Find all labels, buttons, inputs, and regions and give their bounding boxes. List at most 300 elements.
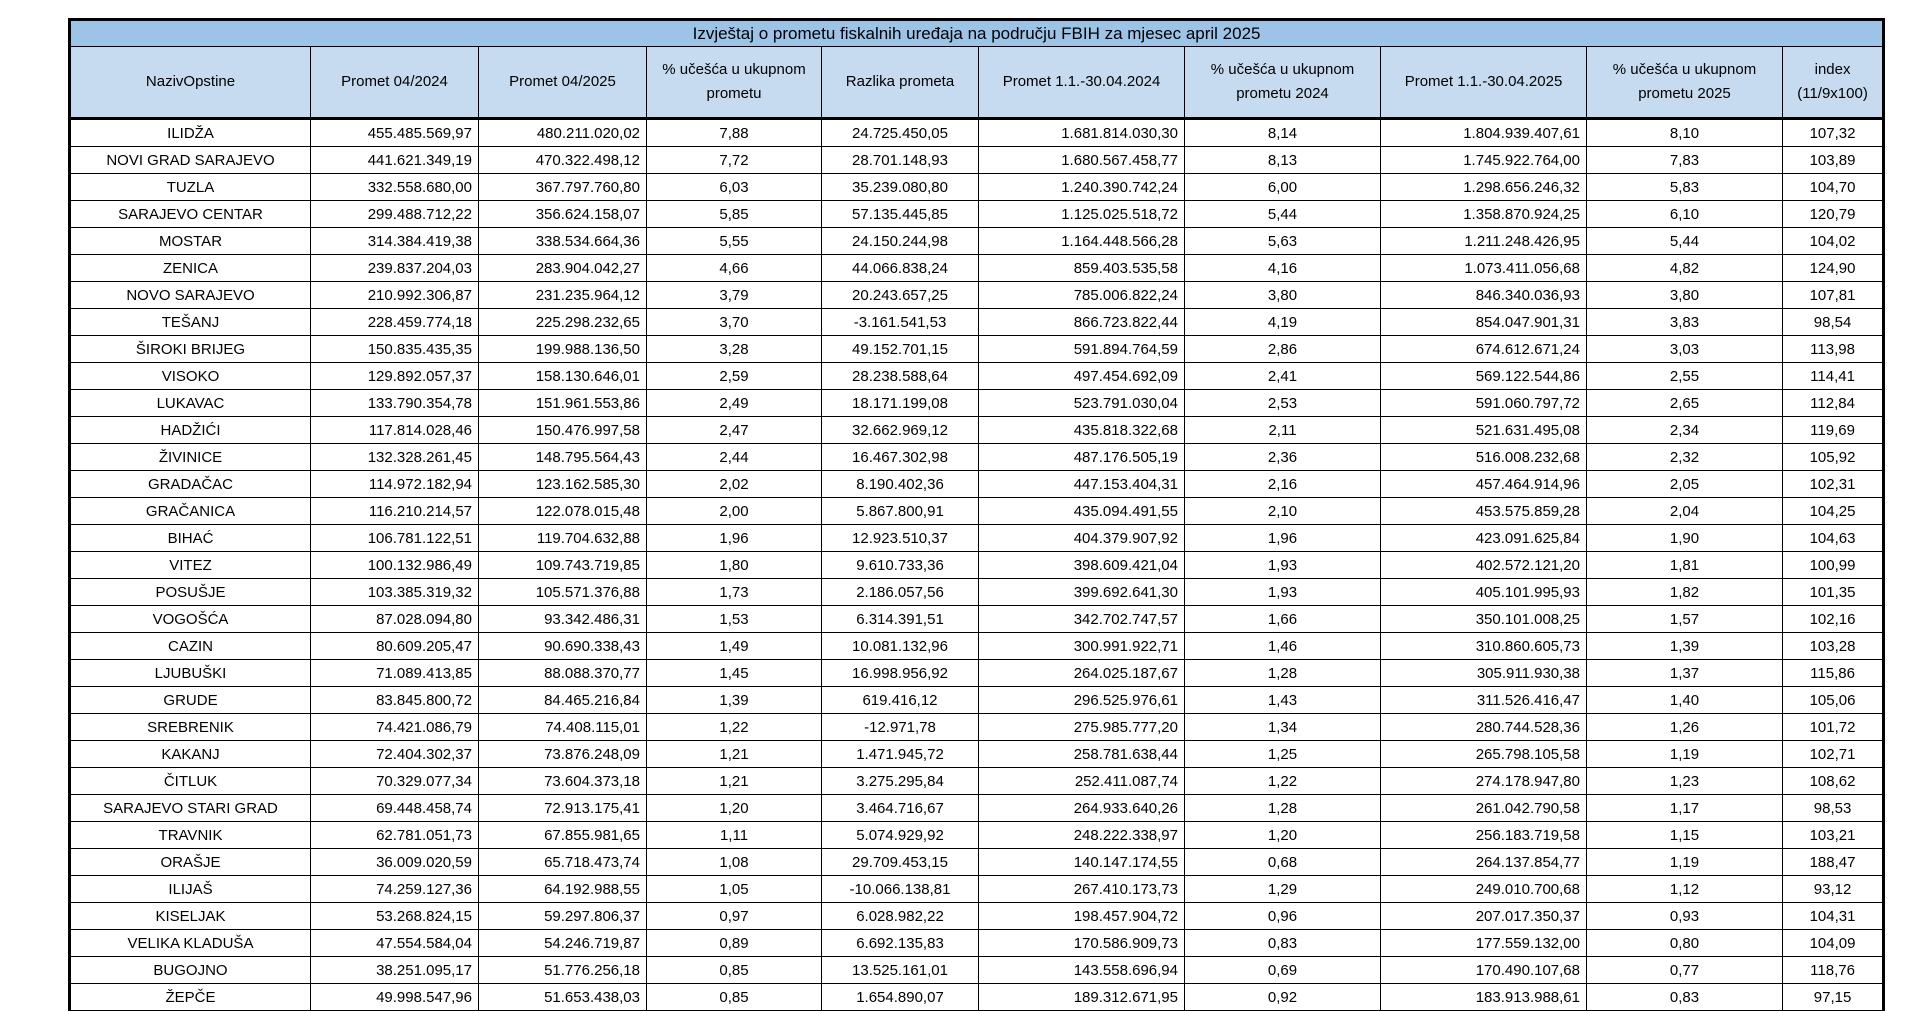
table-cell[interactable]: 101,72	[1783, 714, 1884, 741]
table-cell[interactable]: 261.042.790,58	[1381, 795, 1587, 822]
table-cell[interactable]: 264.933.640,26	[979, 795, 1185, 822]
table-cell[interactable]: 3.464.716,67	[822, 795, 979, 822]
table-cell[interactable]: 4,16	[1185, 255, 1381, 282]
table-cell[interactable]: 569.122.544,86	[1381, 363, 1587, 390]
table-cell[interactable]: 120,79	[1783, 201, 1884, 228]
municipality-cell[interactable]: ČITLUK	[70, 768, 311, 795]
table-cell[interactable]: 117.814.028,46	[311, 417, 479, 444]
table-cell[interactable]: 1,66	[1185, 606, 1381, 633]
table-cell[interactable]: 2,02	[647, 471, 822, 498]
table-cell[interactable]: 101,35	[1783, 579, 1884, 606]
table-cell[interactable]: 280.744.528,36	[1381, 714, 1587, 741]
column-header[interactable]: index (11/9x100)	[1783, 47, 1884, 119]
table-cell[interactable]: 8,14	[1185, 119, 1381, 147]
table-cell[interactable]: 2,59	[647, 363, 822, 390]
table-cell[interactable]: 103,28	[1783, 633, 1884, 660]
column-header[interactable]: % učešća u ukupnom prometu 2024	[1185, 47, 1381, 119]
table-cell[interactable]: 2,44	[647, 444, 822, 471]
table-cell[interactable]: 97,15	[1783, 984, 1884, 1011]
table-cell[interactable]: 267.410.173,73	[979, 876, 1185, 903]
column-header[interactable]: Promet 1.1.-30.04.2025	[1381, 47, 1587, 119]
table-cell[interactable]: 1,08	[647, 849, 822, 876]
table-cell[interactable]: 591.894.764,59	[979, 336, 1185, 363]
table-cell[interactable]: 1,39	[1587, 633, 1783, 660]
table-cell[interactable]: 84.465.216,84	[479, 687, 647, 714]
table-cell[interactable]: 1,82	[1587, 579, 1783, 606]
table-cell[interactable]: 1,46	[1185, 633, 1381, 660]
table-cell[interactable]: 1.471.945,72	[822, 741, 979, 768]
table-cell[interactable]: 435.818.322,68	[979, 417, 1185, 444]
table-cell[interactable]: 88.088.370,77	[479, 660, 647, 687]
table-cell[interactable]: 1,43	[1185, 687, 1381, 714]
table-cell[interactable]: 300.991.922,71	[979, 633, 1185, 660]
table-cell[interactable]: 3,70	[647, 309, 822, 336]
table-cell[interactable]: 122.078.015,48	[479, 498, 647, 525]
table-cell[interactable]: 107,32	[1783, 119, 1884, 147]
table-cell[interactable]: 24.725.450,05	[822, 119, 979, 147]
table-cell[interactable]: 470.322.498,12	[479, 147, 647, 174]
table-cell[interactable]: 13.525.161,01	[822, 957, 979, 984]
table-cell[interactable]: 5.074.929,92	[822, 822, 979, 849]
table-cell[interactable]: 2,55	[1587, 363, 1783, 390]
table-cell[interactable]: 1,05	[647, 876, 822, 903]
table-cell[interactable]: 1,80	[647, 552, 822, 579]
table-cell[interactable]: 109.743.719,85	[479, 552, 647, 579]
table-cell[interactable]: 140.147.174,55	[979, 849, 1185, 876]
municipality-cell[interactable]: ORAŠJE	[70, 849, 311, 876]
table-cell[interactable]: 523.791.030,04	[979, 390, 1185, 417]
municipality-cell[interactable]: SARAJEVO CENTAR	[70, 201, 311, 228]
table-cell[interactable]: 1.681.814.030,30	[979, 119, 1185, 147]
table-cell[interactable]: 305.911.930,38	[1381, 660, 1587, 687]
table-cell[interactable]: 1.745.922.764,00	[1381, 147, 1587, 174]
table-cell[interactable]: 104,70	[1783, 174, 1884, 201]
table-cell[interactable]: 2,00	[647, 498, 822, 525]
table-cell[interactable]: 118,76	[1783, 957, 1884, 984]
table-cell[interactable]: 104,31	[1783, 903, 1884, 930]
table-cell[interactable]: 367.797.760,80	[479, 174, 647, 201]
table-cell[interactable]: 6,10	[1587, 201, 1783, 228]
table-cell[interactable]: 2,16	[1185, 471, 1381, 498]
table-cell[interactable]: 7,83	[1587, 147, 1783, 174]
table-cell[interactable]: 1,21	[647, 768, 822, 795]
table-cell[interactable]: 189.312.671,95	[979, 984, 1185, 1011]
table-cell[interactable]: 3,28	[647, 336, 822, 363]
table-cell[interactable]: 1,21	[647, 741, 822, 768]
table-cell[interactable]: 143.558.696,94	[979, 957, 1185, 984]
table-cell[interactable]: 93.342.486,31	[479, 606, 647, 633]
table-cell[interactable]: 1,20	[647, 795, 822, 822]
table-cell[interactable]: 674.612.671,24	[1381, 336, 1587, 363]
table-cell[interactable]: 1,37	[1587, 660, 1783, 687]
table-cell[interactable]: 35.239.080,80	[822, 174, 979, 201]
table-cell[interactable]: 0,77	[1587, 957, 1783, 984]
table-cell[interactable]: 90.690.338,43	[479, 633, 647, 660]
table-cell[interactable]: 310.860.605,73	[1381, 633, 1587, 660]
table-cell[interactable]: 83.845.800,72	[311, 687, 479, 714]
table-cell[interactable]: 100.132.986,49	[311, 552, 479, 579]
table-cell[interactable]: 225.298.232,65	[479, 309, 647, 336]
table-cell[interactable]: 98,53	[1783, 795, 1884, 822]
table-cell[interactable]: 93,12	[1783, 876, 1884, 903]
table-cell[interactable]: 0,89	[647, 930, 822, 957]
table-cell[interactable]: 5.867.800,91	[822, 498, 979, 525]
table-cell[interactable]: 256.183.719,58	[1381, 822, 1587, 849]
table-cell[interactable]: 6,03	[647, 174, 822, 201]
table-cell[interactable]: 4,82	[1587, 255, 1783, 282]
table-cell[interactable]: 150.476.997,58	[479, 417, 647, 444]
table-cell[interactable]: 398.609.421,04	[979, 552, 1185, 579]
municipality-cell[interactable]: VISOKO	[70, 363, 311, 390]
table-cell[interactable]: 108,62	[1783, 768, 1884, 795]
table-cell[interactable]: 106.781.122,51	[311, 525, 479, 552]
table-cell[interactable]: 71.089.413,85	[311, 660, 479, 687]
table-cell[interactable]: 1.680.567.458,77	[979, 147, 1185, 174]
table-cell[interactable]: 1,73	[647, 579, 822, 606]
table-cell[interactable]: 252.411.087,74	[979, 768, 1185, 795]
table-cell[interactable]: 177.559.132,00	[1381, 930, 1587, 957]
table-cell[interactable]: 49.152.701,15	[822, 336, 979, 363]
municipality-cell[interactable]: BUGOJNO	[70, 957, 311, 984]
table-cell[interactable]: 1,11	[647, 822, 822, 849]
table-cell[interactable]: 51.776.256,18	[479, 957, 647, 984]
column-header[interactable]: Razlika prometa	[822, 47, 979, 119]
table-cell[interactable]: 7,72	[647, 147, 822, 174]
table-cell[interactable]: 785.006.822,24	[979, 282, 1185, 309]
table-cell[interactable]: 3.275.295,84	[822, 768, 979, 795]
table-cell[interactable]: 38.251.095,17	[311, 957, 479, 984]
table-cell[interactable]: -10.066.138,81	[822, 876, 979, 903]
table-cell[interactable]: 150.835.435,35	[311, 336, 479, 363]
column-header[interactable]: Promet 1.1.-30.04.2024	[979, 47, 1185, 119]
table-cell[interactable]: 5,44	[1185, 201, 1381, 228]
table-cell[interactable]: 73.876.248,09	[479, 741, 647, 768]
table-cell[interactable]: 183.913.988,61	[1381, 984, 1587, 1011]
table-cell[interactable]: 405.101.995,93	[1381, 579, 1587, 606]
table-cell[interactable]: 1,15	[1587, 822, 1783, 849]
table-cell[interactable]: 102,16	[1783, 606, 1884, 633]
table-cell[interactable]: 2,05	[1587, 471, 1783, 498]
table-cell[interactable]: 350.101.008,25	[1381, 606, 1587, 633]
table-cell[interactable]: 103,89	[1783, 147, 1884, 174]
table-cell[interactable]: 1.298.656.246,32	[1381, 174, 1587, 201]
table-cell[interactable]: 441.621.349,19	[311, 147, 479, 174]
municipality-cell[interactable]: HADŽIĆI	[70, 417, 311, 444]
table-cell[interactable]: 8,13	[1185, 147, 1381, 174]
table-cell[interactable]: 275.985.777,20	[979, 714, 1185, 741]
table-cell[interactable]: 342.702.747,57	[979, 606, 1185, 633]
table-cell[interactable]: 2,49	[647, 390, 822, 417]
table-cell[interactable]: 207.017.350,37	[1381, 903, 1587, 930]
table-cell[interactable]: 283.904.042,27	[479, 255, 647, 282]
table-cell[interactable]: 9.610.733,36	[822, 552, 979, 579]
municipality-cell[interactable]: BIHAĆ	[70, 525, 311, 552]
table-cell[interactable]: 1,96	[647, 525, 822, 552]
table-cell[interactable]: 28.238.588,64	[822, 363, 979, 390]
table-cell[interactable]: 1.125.025.518,72	[979, 201, 1185, 228]
table-cell[interactable]: 248.222.338,97	[979, 822, 1185, 849]
table-cell[interactable]: 497.454.692,09	[979, 363, 1185, 390]
table-cell[interactable]: 423.091.625,84	[1381, 525, 1587, 552]
municipality-cell[interactable]: ŽIVINICE	[70, 444, 311, 471]
table-cell[interactable]: 399.692.641,30	[979, 579, 1185, 606]
table-cell[interactable]: 170.490.107,68	[1381, 957, 1587, 984]
table-cell[interactable]: 859.403.535,58	[979, 255, 1185, 282]
municipality-cell[interactable]: ILIJAŠ	[70, 876, 311, 903]
table-cell[interactable]: 5,44	[1587, 228, 1783, 255]
table-cell[interactable]: 1.654.890,07	[822, 984, 979, 1011]
table-cell[interactable]: 116.210.214,57	[311, 498, 479, 525]
column-header[interactable]: % učešća u ukupnom prometu	[647, 47, 822, 119]
table-cell[interactable]: 7,88	[647, 119, 822, 147]
table-cell[interactable]: 57.135.445,85	[822, 201, 979, 228]
table-cell[interactable]: 1,26	[1587, 714, 1783, 741]
table-cell[interactable]: 74.421.086,79	[311, 714, 479, 741]
table-cell[interactable]: 20.243.657,25	[822, 282, 979, 309]
table-cell[interactable]: 0,80	[1587, 930, 1783, 957]
table-cell[interactable]: 102,71	[1783, 741, 1884, 768]
table-cell[interactable]: 133.790.354,78	[311, 390, 479, 417]
table-cell[interactable]: 0,93	[1587, 903, 1783, 930]
table-cell[interactable]: 129.892.057,37	[311, 363, 479, 390]
table-cell[interactable]: 447.153.404,31	[979, 471, 1185, 498]
table-cell[interactable]: 5,55	[647, 228, 822, 255]
table-cell[interactable]: 2,10	[1185, 498, 1381, 525]
column-header[interactable]: % učešća u ukupnom prometu 2025	[1587, 47, 1783, 119]
table-cell[interactable]: 846.340.036,93	[1381, 282, 1587, 309]
table-cell[interactable]: 98,54	[1783, 309, 1884, 336]
municipality-cell[interactable]: SARAJEVO STARI GRAD	[70, 795, 311, 822]
table-cell[interactable]: 1,45	[647, 660, 822, 687]
municipality-cell[interactable]: TRAVNIK	[70, 822, 311, 849]
table-cell[interactable]: 265.798.105,58	[1381, 741, 1587, 768]
table-cell[interactable]: 5,63	[1185, 228, 1381, 255]
table-cell[interactable]: 47.554.584,04	[311, 930, 479, 957]
table-cell[interactable]: 1,17	[1587, 795, 1783, 822]
table-cell[interactable]: 3,80	[1587, 282, 1783, 309]
table-cell[interactable]: 854.047.901,31	[1381, 309, 1587, 336]
table-cell[interactable]: 2,11	[1185, 417, 1381, 444]
table-cell[interactable]: 74.259.127,36	[311, 876, 479, 903]
table-cell[interactable]: 231.235.964,12	[479, 282, 647, 309]
table-cell[interactable]: 3,03	[1587, 336, 1783, 363]
table-cell[interactable]: 158.130.646,01	[479, 363, 647, 390]
table-cell[interactable]: 124,90	[1783, 255, 1884, 282]
table-cell[interactable]: 2,36	[1185, 444, 1381, 471]
table-cell[interactable]: 3,80	[1185, 282, 1381, 309]
table-cell[interactable]: 104,02	[1783, 228, 1884, 255]
column-header[interactable]: Promet 04/2024	[311, 47, 479, 119]
table-cell[interactable]: 404.379.907,92	[979, 525, 1185, 552]
table-cell[interactable]: 1.240.390.742,24	[979, 174, 1185, 201]
municipality-cell[interactable]: CAZIN	[70, 633, 311, 660]
table-cell[interactable]: 87.028.094,80	[311, 606, 479, 633]
table-cell[interactable]: 170.586.909,73	[979, 930, 1185, 957]
table-cell[interactable]: 12.923.510,37	[822, 525, 979, 552]
table-cell[interactable]: 69.448.458,74	[311, 795, 479, 822]
table-cell[interactable]: 115,86	[1783, 660, 1884, 687]
municipality-cell[interactable]: GRADAČAC	[70, 471, 311, 498]
column-header[interactable]: Promet 04/2025	[479, 47, 647, 119]
table-cell[interactable]: 258.781.638,44	[979, 741, 1185, 768]
table-cell[interactable]: 402.572.121,20	[1381, 552, 1587, 579]
table-cell[interactable]: 114,41	[1783, 363, 1884, 390]
municipality-cell[interactable]: GRUDE	[70, 687, 311, 714]
table-cell[interactable]: 210.992.306,87	[311, 282, 479, 309]
table-cell[interactable]: 105,06	[1783, 687, 1884, 714]
table-cell[interactable]: 2,41	[1185, 363, 1381, 390]
table-cell[interactable]: 65.718.473,74	[479, 849, 647, 876]
table-cell[interactable]: 18.171.199,08	[822, 390, 979, 417]
table-cell[interactable]: 274.178.947,80	[1381, 768, 1587, 795]
table-cell[interactable]: 0,92	[1185, 984, 1381, 1011]
table-cell[interactable]: 44.066.838,24	[822, 255, 979, 282]
table-cell[interactable]: 311.526.416,47	[1381, 687, 1587, 714]
table-cell[interactable]: 1,19	[1587, 741, 1783, 768]
table-cell[interactable]: 2,86	[1185, 336, 1381, 363]
table-cell[interactable]: 102,31	[1783, 471, 1884, 498]
table-cell[interactable]: 64.192.988,55	[479, 876, 647, 903]
table-cell[interactable]: 103,21	[1783, 822, 1884, 849]
table-cell[interactable]: 1,93	[1185, 552, 1381, 579]
table-cell[interactable]: 332.558.680,00	[311, 174, 479, 201]
table-cell[interactable]: 1,20	[1185, 822, 1381, 849]
table-cell[interactable]: 72.913.175,41	[479, 795, 647, 822]
table-cell[interactable]: 249.010.700,68	[1381, 876, 1587, 903]
table-cell[interactable]: 1.073.411.056,68	[1381, 255, 1587, 282]
table-cell[interactable]: 0,96	[1185, 903, 1381, 930]
table-cell[interactable]: 1,22	[1185, 768, 1381, 795]
table-cell[interactable]: 2,32	[1587, 444, 1783, 471]
table-cell[interactable]: 72.404.302,37	[311, 741, 479, 768]
municipality-cell[interactable]: KISELJAK	[70, 903, 311, 930]
table-cell[interactable]: 1,29	[1185, 876, 1381, 903]
table-cell[interactable]: 239.837.204,03	[311, 255, 479, 282]
column-header[interactable]: NazivOpstine	[70, 47, 311, 119]
table-cell[interactable]: 338.534.664,36	[479, 228, 647, 255]
table-cell[interactable]: 1.804.939.407,61	[1381, 119, 1587, 147]
table-cell[interactable]: 1,57	[1587, 606, 1783, 633]
table-cell[interactable]: -12.971,78	[822, 714, 979, 741]
municipality-cell[interactable]: ŠIROKI BRIJEG	[70, 336, 311, 363]
table-cell[interactable]: 1,96	[1185, 525, 1381, 552]
table-cell[interactable]: 148.795.564,43	[479, 444, 647, 471]
table-cell[interactable]: 1,22	[647, 714, 822, 741]
table-cell[interactable]: 1,12	[1587, 876, 1783, 903]
table-cell[interactable]: 198.457.904,72	[979, 903, 1185, 930]
table-cell[interactable]: 1,28	[1185, 660, 1381, 687]
table-cell[interactable]: 6,00	[1185, 174, 1381, 201]
table-cell[interactable]: 2,34	[1587, 417, 1783, 444]
table-cell[interactable]: 1,25	[1185, 741, 1381, 768]
table-cell[interactable]: 1,39	[647, 687, 822, 714]
table-cell[interactable]: 8.190.402,36	[822, 471, 979, 498]
table-cell[interactable]: 1,81	[1587, 552, 1783, 579]
municipality-cell[interactable]: TUZLA	[70, 174, 311, 201]
table-cell[interactable]: 113,98	[1783, 336, 1884, 363]
table-cell[interactable]: 1,34	[1185, 714, 1381, 741]
table-cell[interactable]: 16.467.302,98	[822, 444, 979, 471]
table-cell[interactable]: 103.385.319,32	[311, 579, 479, 606]
table-cell[interactable]: 70.329.077,34	[311, 768, 479, 795]
table-cell[interactable]: 51.653.438,03	[479, 984, 647, 1011]
table-cell[interactable]: 1,19	[1587, 849, 1783, 876]
table-cell[interactable]: 105.571.376,88	[479, 579, 647, 606]
table-cell[interactable]: 8,10	[1587, 119, 1783, 147]
table-cell[interactable]: 0,85	[647, 957, 822, 984]
table-cell[interactable]: 105,92	[1783, 444, 1884, 471]
table-cell[interactable]: -3.161.541,53	[822, 309, 979, 336]
table-cell[interactable]: 0,83	[1185, 930, 1381, 957]
table-cell[interactable]: 49.998.547,96	[311, 984, 479, 1011]
municipality-cell[interactable]: LJUBUŠKI	[70, 660, 311, 687]
table-cell[interactable]: 188,47	[1783, 849, 1884, 876]
table-cell[interactable]: 264.137.854,77	[1381, 849, 1587, 876]
table-cell[interactable]: 1.164.448.566,28	[979, 228, 1185, 255]
table-cell[interactable]: 100,99	[1783, 552, 1884, 579]
table-cell[interactable]: 73.604.373,18	[479, 768, 647, 795]
table-cell[interactable]: 487.176.505,19	[979, 444, 1185, 471]
table-cell[interactable]: 104,63	[1783, 525, 1884, 552]
table-cell[interactable]: 67.855.981,65	[479, 822, 647, 849]
table-cell[interactable]: 3,83	[1587, 309, 1783, 336]
table-cell[interactable]: 104,09	[1783, 930, 1884, 957]
table-cell[interactable]: 107,81	[1783, 282, 1884, 309]
municipality-cell[interactable]: ILIDŽA	[70, 119, 311, 147]
table-cell[interactable]: 5,83	[1587, 174, 1783, 201]
table-cell[interactable]: 3,79	[647, 282, 822, 309]
table-cell[interactable]: 62.781.051,73	[311, 822, 479, 849]
table-cell[interactable]: 866.723.822,44	[979, 309, 1185, 336]
table-cell[interactable]: 199.988.136,50	[479, 336, 647, 363]
table-cell[interactable]: 151.961.553,86	[479, 390, 647, 417]
table-cell[interactable]: 1,53	[647, 606, 822, 633]
table-cell[interactable]: 0,97	[647, 903, 822, 930]
table-cell[interactable]: 2,65	[1587, 390, 1783, 417]
municipality-cell[interactable]: VELIKA KLADUŠA	[70, 930, 311, 957]
table-cell[interactable]: 59.297.806,37	[479, 903, 647, 930]
table-cell[interactable]: 54.246.719,87	[479, 930, 647, 957]
municipality-cell[interactable]: LUKAVAC	[70, 390, 311, 417]
municipality-cell[interactable]: NOVO SARAJEVO	[70, 282, 311, 309]
table-cell[interactable]: 457.464.914,96	[1381, 471, 1587, 498]
table-cell[interactable]: 1,23	[1587, 768, 1783, 795]
municipality-cell[interactable]: KAKANJ	[70, 741, 311, 768]
table-cell[interactable]: 104,25	[1783, 498, 1884, 525]
table-cell[interactable]: 2.186.057,56	[822, 579, 979, 606]
table-cell[interactable]: 0,83	[1587, 984, 1783, 1011]
table-cell[interactable]: 521.631.495,08	[1381, 417, 1587, 444]
table-cell[interactable]: 455.485.569,97	[311, 119, 479, 147]
table-cell[interactable]: 591.060.797,72	[1381, 390, 1587, 417]
table-cell[interactable]: 1,40	[1587, 687, 1783, 714]
table-cell[interactable]: 228.459.774,18	[311, 309, 479, 336]
table-cell[interactable]: 296.525.976,61	[979, 687, 1185, 714]
table-cell[interactable]: 36.009.020,59	[311, 849, 479, 876]
table-cell[interactable]: 119,69	[1783, 417, 1884, 444]
table-cell[interactable]: 1,93	[1185, 579, 1381, 606]
table-cell[interactable]: 123.162.585,30	[479, 471, 647, 498]
table-cell[interactable]: 1,90	[1587, 525, 1783, 552]
table-cell[interactable]: 2,04	[1587, 498, 1783, 525]
table-cell[interactable]: 32.662.969,12	[822, 417, 979, 444]
table-cell[interactable]: 1.211.248.426,95	[1381, 228, 1587, 255]
table-cell[interactable]: 356.624.158,07	[479, 201, 647, 228]
municipality-cell[interactable]: MOSTAR	[70, 228, 311, 255]
table-cell[interactable]: 619.416,12	[822, 687, 979, 714]
table-cell[interactable]: 314.384.419,38	[311, 228, 479, 255]
table-cell[interactable]: 0,85	[647, 984, 822, 1011]
